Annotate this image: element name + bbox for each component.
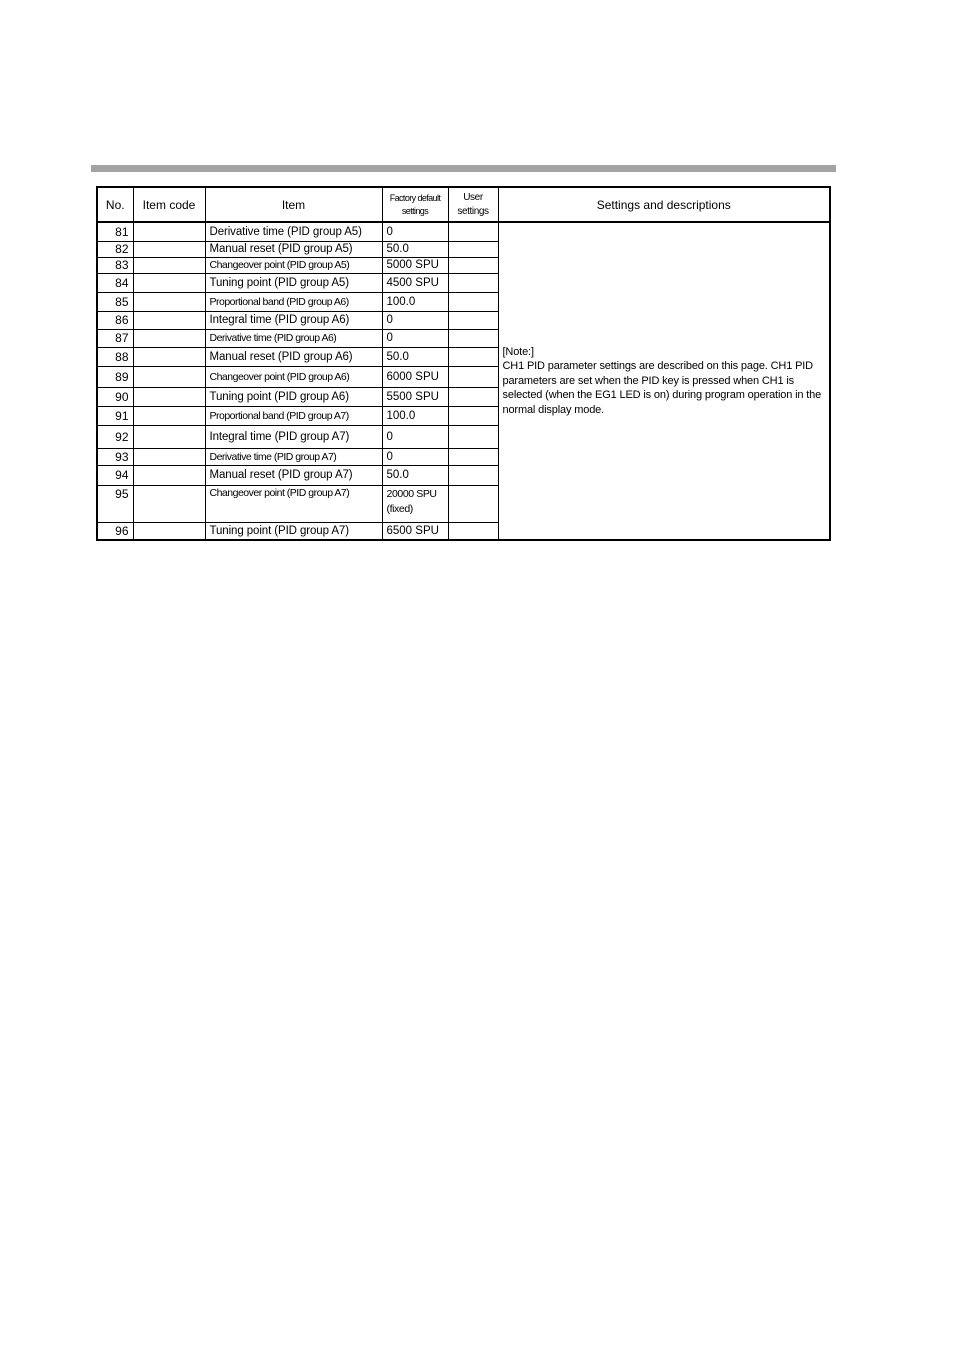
cell-item-code	[133, 292, 205, 311]
cell-item-code	[133, 241, 205, 257]
cell-factory-default: 50.0	[382, 241, 448, 257]
cell-factory-default: 0	[382, 425, 448, 448]
table-row	[97, 222, 830, 241]
cell-item: Manual reset (PID group A5)	[205, 241, 382, 257]
cell-no: 84	[97, 273, 133, 292]
cell-factory-default: 20000 SPU (fixed)	[382, 485, 448, 522]
cell-factory-default: 5000 SPU	[382, 257, 448, 273]
cell-factory-default: 0	[382, 222, 448, 241]
cell-factory-default: 0	[382, 329, 448, 347]
cell-no: 90	[97, 387, 133, 406]
cell-item-code	[133, 485, 205, 522]
cell-item: Derivative time (PID group A5)	[205, 222, 382, 241]
cell-factory-default: 50.0	[382, 347, 448, 366]
cell-item-code	[133, 311, 205, 329]
note-text: CH1 PID parameter settings are described on this page. CH1 PID parameters are set when the PID key is pressed when CH1 is selected (when the EG1 LED is on) during program operation in the normal display mode.	[502, 360, 822, 416]
cell-item-code	[133, 448, 205, 465]
cell-user-setting[interactable]	[448, 522, 498, 540]
cell-user-setting[interactable]	[448, 329, 498, 347]
cell-no: 87	[97, 329, 133, 347]
cell-factory-default: 5500 SPU	[382, 387, 448, 406]
header-settings-descriptions: Settings and descriptions	[498, 187, 830, 222]
cell-user-setting[interactable]	[448, 387, 498, 406]
cell-item: Manual reset (PID group A6)	[205, 347, 382, 366]
cell-no: 93	[97, 448, 133, 465]
cell-item: Proportional band (PID group A6)	[205, 292, 382, 311]
cell-factory-default: 4500 SPU	[382, 273, 448, 292]
cell-item-code	[133, 329, 205, 347]
cell-user-setting[interactable]	[448, 465, 498, 485]
cell-item: Tuning point (PID group A6)	[205, 387, 382, 406]
cell-item-code	[133, 425, 205, 448]
cell-item: Integral time (PID group A7)	[205, 425, 382, 448]
cell-no: 92	[97, 425, 133, 448]
cell-item-code	[133, 406, 205, 425]
cell-user-setting[interactable]	[448, 406, 498, 425]
cell-factory-default: 6000 SPU	[382, 366, 448, 387]
section-divider-bar	[91, 165, 836, 172]
cell-factory-default: 100.0	[382, 292, 448, 311]
cell-user-setting[interactable]	[448, 292, 498, 311]
cell-user-setting[interactable]	[448, 448, 498, 465]
cell-item: Tuning point (PID group A7)	[205, 522, 382, 540]
cell-user-setting[interactable]	[448, 222, 498, 241]
cell-item: Proportional band (PID group A7)	[205, 406, 382, 425]
cell-no: 96	[97, 522, 133, 540]
note-heading: [Note:]	[502, 345, 534, 358]
cell-factory-default: 0	[382, 311, 448, 329]
cell-item: Tuning point (PID group A5)	[205, 273, 382, 292]
cell-item-code	[133, 257, 205, 273]
cell-item-code	[133, 465, 205, 485]
cell-no: 89	[97, 366, 133, 387]
cell-item-code	[133, 522, 205, 540]
header-no: No.	[97, 187, 133, 222]
header-item: Item	[205, 187, 382, 222]
table-header-row	[97, 187, 830, 222]
cell-no: 81	[97, 222, 133, 241]
cell-no: 91	[97, 406, 133, 425]
cell-item: Manual reset (PID group A7)	[205, 465, 382, 485]
cell-user-setting[interactable]	[448, 425, 498, 448]
cell-item-code	[133, 222, 205, 241]
cell-factory-default: 50.0	[382, 465, 448, 485]
cell-no: 83	[97, 257, 133, 273]
cell-no: 95	[97, 485, 133, 522]
table-body	[97, 222, 830, 540]
cell-item: Derivative time (PID group A6)	[205, 329, 382, 347]
cell-user-setting[interactable]	[448, 347, 498, 366]
cell-item: Changeover point (PID group A5)	[205, 257, 382, 273]
header-factory-default: Factory default settings	[382, 187, 448, 222]
cell-no: 82	[97, 241, 133, 257]
cell-factory-default: 6500 SPU	[382, 522, 448, 540]
cell-user-setting[interactable]	[448, 311, 498, 329]
cell-item: Changeover point (PID group A7)	[205, 485, 382, 522]
cell-user-setting[interactable]	[448, 257, 498, 273]
cell-no: 85	[97, 292, 133, 311]
cell-item: Changeover point (PID group A6)	[205, 366, 382, 387]
cell-user-setting[interactable]	[448, 366, 498, 387]
cell-factory-default: 0	[382, 448, 448, 465]
cell-item-code	[133, 273, 205, 292]
header-item-code: Item code	[133, 187, 205, 222]
pid-parameter-table	[96, 186, 831, 541]
cell-item-code	[133, 347, 205, 366]
cell-user-setting[interactable]	[448, 241, 498, 257]
cell-user-setting[interactable]	[448, 273, 498, 292]
cell-no: 86	[97, 311, 133, 329]
cell-item: Derivative time (PID group A7)	[205, 448, 382, 465]
settings-description-cell	[498, 222, 830, 540]
header-user-settings: User settings	[448, 187, 498, 222]
cell-item-code	[133, 387, 205, 406]
cell-factory-default: 100.0	[382, 406, 448, 425]
cell-user-setting[interactable]	[448, 485, 498, 522]
cell-item-code	[133, 366, 205, 387]
cell-no: 88	[97, 347, 133, 366]
cell-no: 94	[97, 465, 133, 485]
cell-item: Integral time (PID group A6)	[205, 311, 382, 329]
